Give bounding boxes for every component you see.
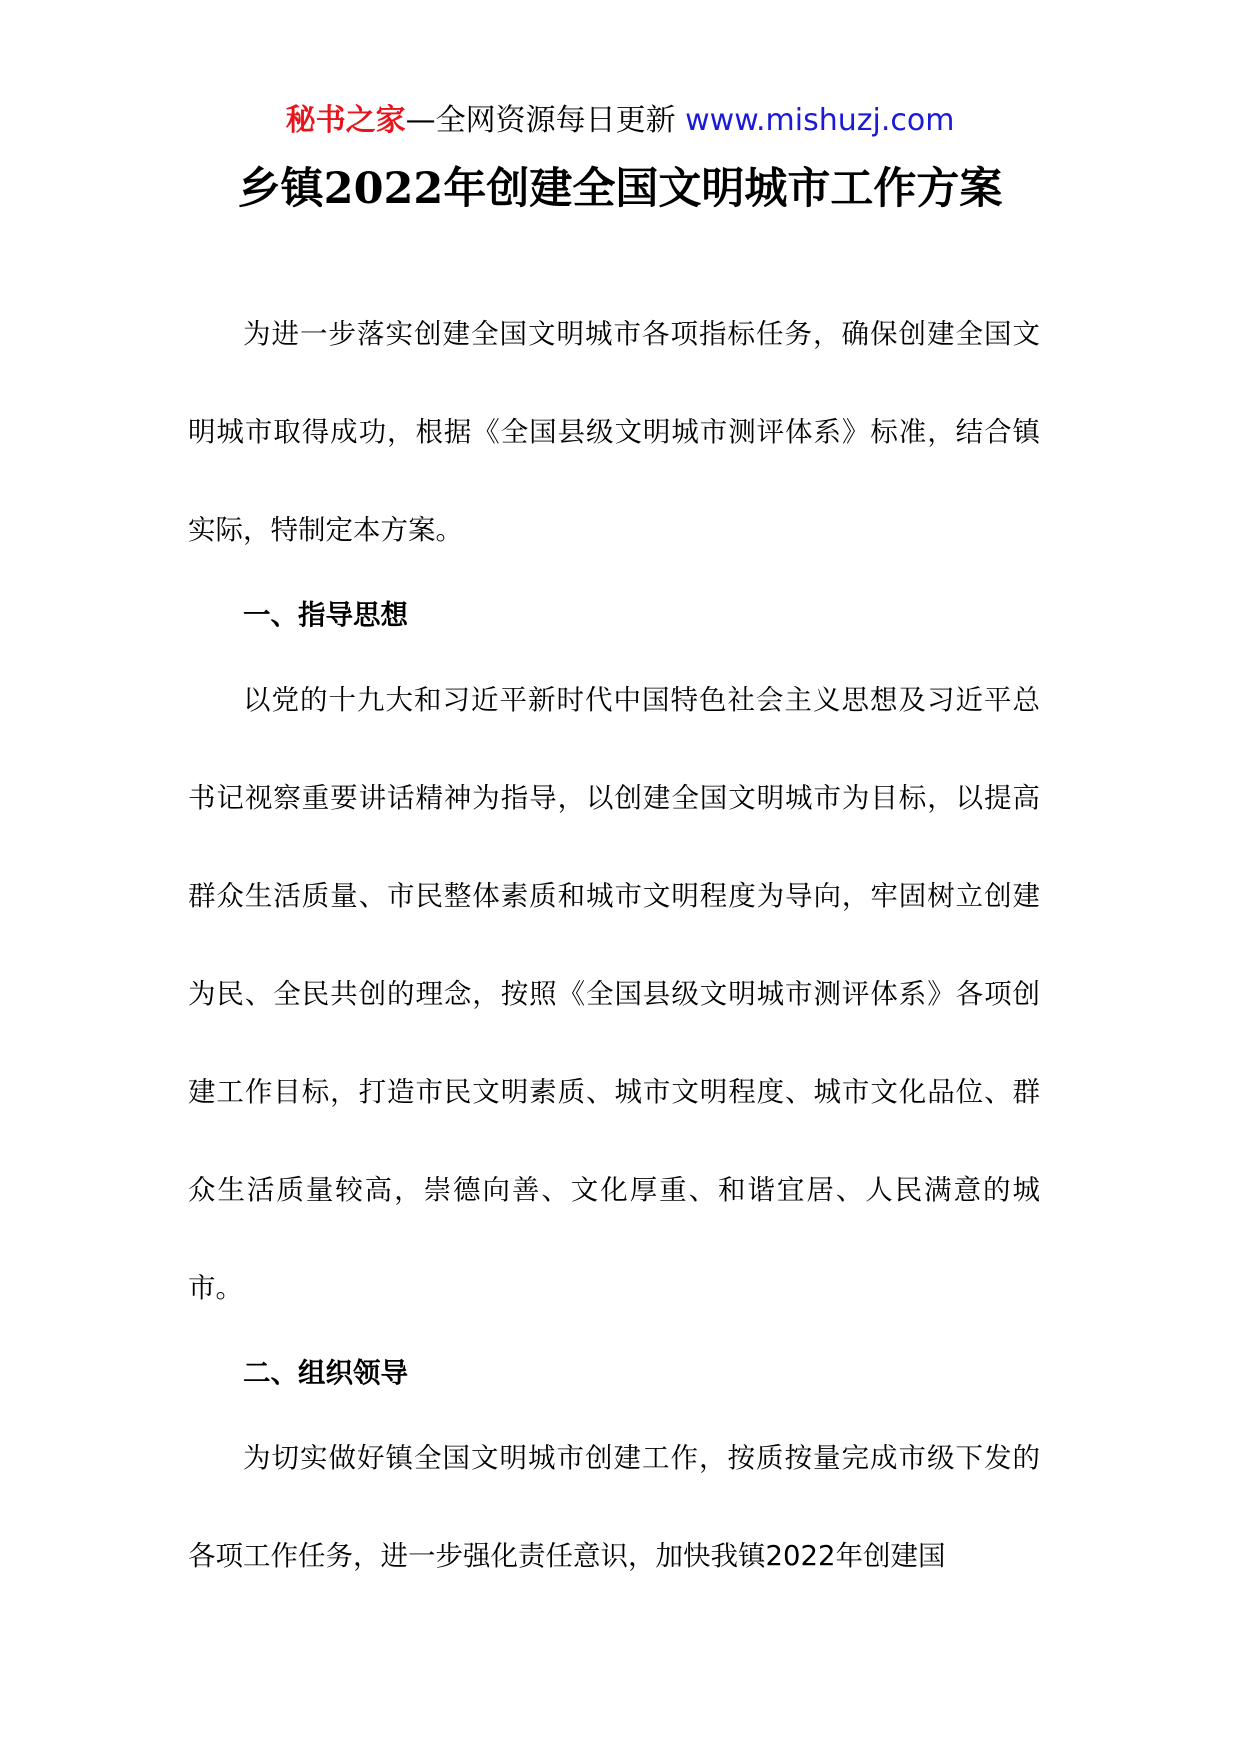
site-header: [0, 101, 1240, 141]
guiding-ideology-paragraph: 以党的十九大和习近平新时代中国特色社会主义思想及习近平总书记视察重要讲话精神为指导，以创建全国文明城市为目标，以提高群众生活质量、市民整体素质和城市文明程度为导向，牢固树立创建为民、全民共创的理念，按照《全国县级文明城市测评体系》各项创建工作目标，打造市民文明素质、城市文明程度、城市文化品位、群众生活质量较高，崇德向善、文化厚重、和谐宜居、人民满意的城市。: [188, 684, 1040, 1304]
site-brand: 秘书之家: [285, 103, 406, 138]
document-title: 乡镇2022年创建全国文明城市工作方案: [237, 164, 1003, 214]
section-heading-organization: 二、组织领导: [243, 1357, 408, 1389]
site-slogan: —全网资源每日更新: [405, 103, 676, 138]
organization-paragraph: 为切实做好镇全国文明城市创建工作，按质按量完成市级下发的各项工作任务，进一步强化责任意识，加快我镇2022年创建国: [188, 1442, 1040, 1572]
section-heading-guiding-ideology: 一、指导思想: [243, 599, 408, 631]
site-url-link[interactable]: www.mishuzj.com: [685, 103, 955, 138]
intro-paragraph: 为进一步落实创建全国文明城市各项指标任务，确保创建全国文明城市取得成功，根据《全国县级文明城市测评体系》标准，结合镇实际，特制定本方案。: [188, 318, 1040, 546]
document-body: [188, 285, 1040, 1605]
